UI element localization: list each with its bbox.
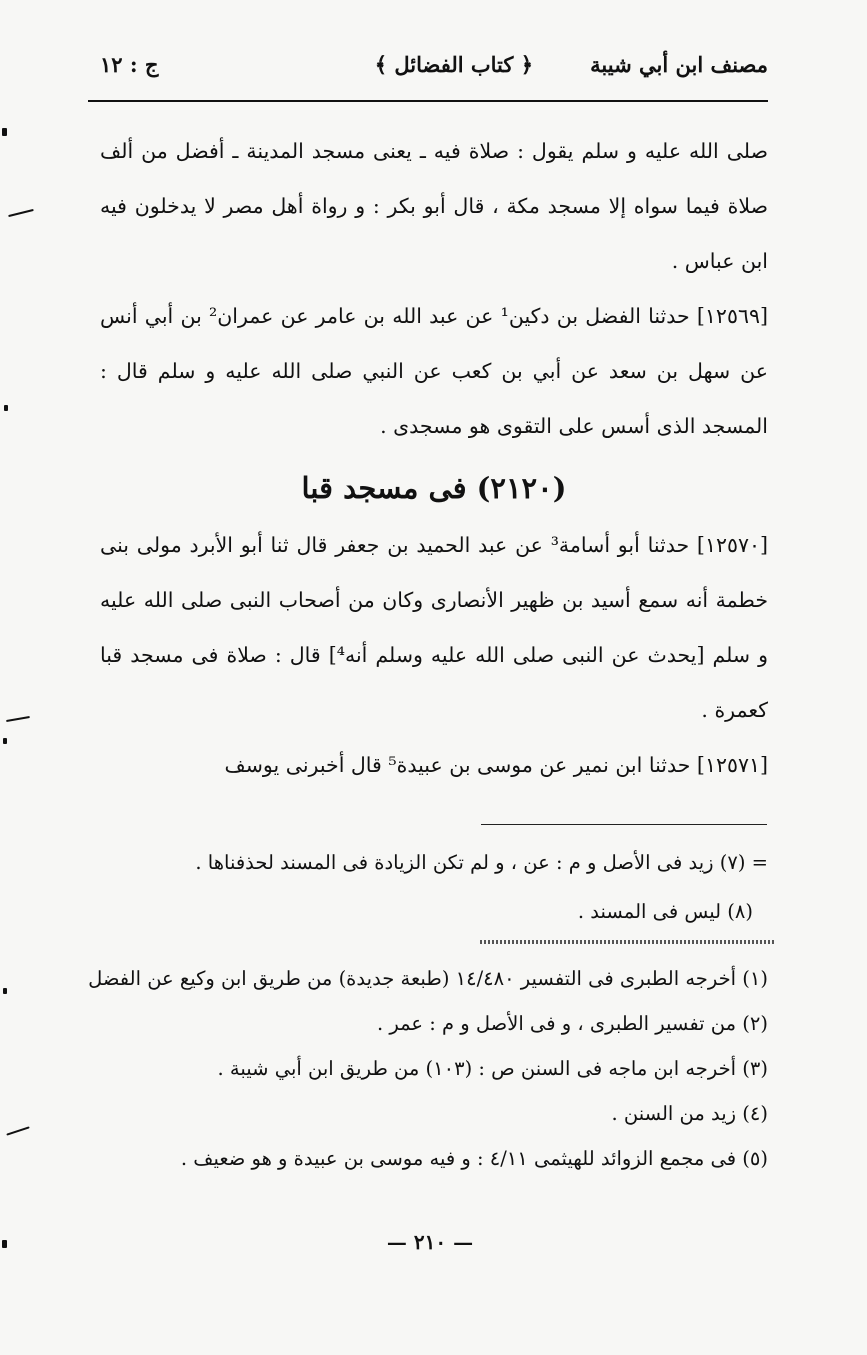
notes-rule bbox=[481, 824, 767, 825]
main-text bbox=[100, 124, 768, 793]
footnote: (١) أخرجه الطبرى فى التفسير ١٤/٤٨٠ (طبعة جديدة) من طريق ابن وكيع عن الفضل bbox=[88, 967, 768, 990]
book-title: مصنف ابن أبي شيبة bbox=[590, 52, 768, 77]
running-header bbox=[100, 52, 768, 96]
wavy-divider bbox=[480, 940, 774, 944]
footnote: (٤) زيد من السنن . bbox=[611, 1102, 768, 1125]
footnote: (٢) من تفسير الطبرى ، و فى الأصل و م : عمر . bbox=[376, 1012, 768, 1035]
scan-mark bbox=[3, 738, 7, 744]
volume-number: ج : ١٢ bbox=[100, 52, 159, 77]
continued-notes bbox=[100, 838, 768, 936]
note-item: (٨) ليس فى المسند . bbox=[577, 900, 753, 923]
scan-mark bbox=[3, 988, 7, 994]
header-rule bbox=[88, 100, 768, 102]
scan-mark bbox=[6, 1126, 29, 1135]
hadith-12571: [١٢٥٧١] حدثنا ابن نمير عن موسى بن عبيدة⁵ قال أخبرنى يوسف bbox=[224, 753, 768, 777]
section-title: (٢١٢٠) فى مسجد قبا bbox=[301, 471, 567, 505]
footnote: (٣) أخرجه ابن ماجه فى السنن ص : (١٠٣) من طريق ابن أبي شيبة . bbox=[217, 1057, 768, 1080]
hadith-12570: [١٢٥٧٠] حدثنا أبو أسامة³ عن عبد الحميد بن جعفر قال ثنا أبو الأبرد مولى بنى خطمة أنه سمع أسيد بن ظهير الأنصارى وكان من أصحاب النبى صلى الله عليه و سلم [يحدث عن النبى صلى الله عليه وسلم أنه⁴] قال : صلاة فى مسجد قبا كعمرة . bbox=[100, 533, 769, 722]
scan-mark bbox=[4, 405, 8, 411]
scan-mark bbox=[2, 1240, 7, 1248]
footnotes bbox=[88, 956, 768, 1181]
scan-mark bbox=[8, 209, 34, 217]
scan-mark bbox=[6, 716, 30, 722]
hadith-12569: [١٢٥٦٩] حدثنا الفضل بن دكين¹ عن عبد الله بن عامر عن عمران² بن أبي أنس عن سهل بن سعد عن أبي بن كعب عن النبي صلى الله عليه و سلم قال : المسجد الذى أسس على التقوى هو مسجدى . bbox=[100, 304, 768, 438]
note-item: = (٧) زيد فى الأصل و م : عن ، و لم تكن الزيادة فى المسند لحذفناها . bbox=[195, 851, 768, 874]
chapter-title: ﴿ كتاب الفضائل ﴾ bbox=[374, 52, 533, 77]
paragraph: صلى الله عليه و سلم يقول : صلاة فيه ـ يعنى مسجد المدينة ـ أفضل من ألف صلاة فيما سواه إلا مسجد مكة ، قال أبو بكر : و رواة أهل مصر لا يدخلون فيه ابن عباس . bbox=[100, 139, 768, 273]
page-number: — ٢١٠ — bbox=[386, 1230, 474, 1254]
footnote: (٥) فى مجمع الزوائد للهيثمى ٤/١١ : و فيه موسى بن عبيدة و هو ضعيف . bbox=[180, 1147, 768, 1170]
scan-mark bbox=[2, 128, 7, 136]
